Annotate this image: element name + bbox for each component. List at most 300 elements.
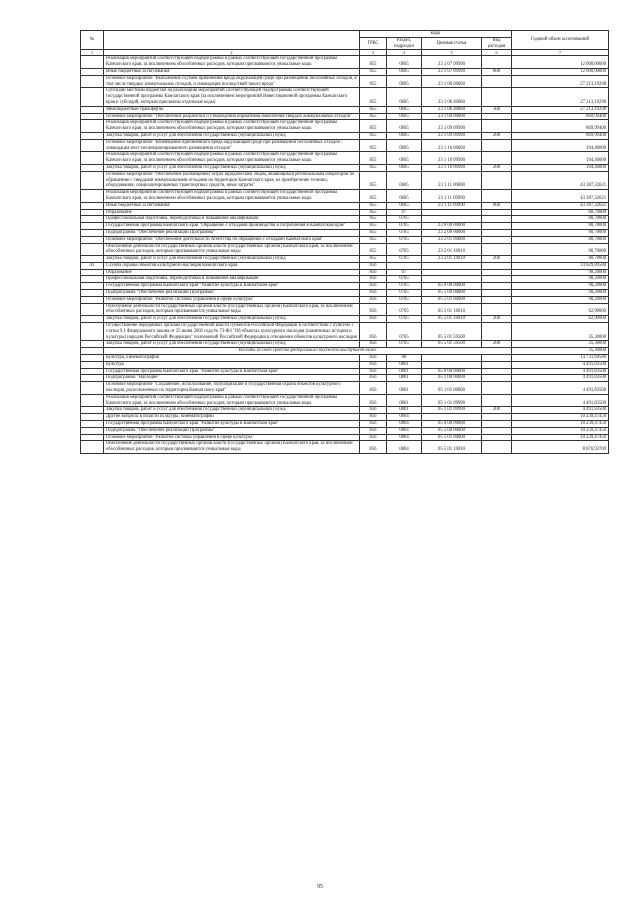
row-expense-type	[482, 171, 512, 189]
row-target-article: 05 0 00 00000	[422, 283, 482, 290]
row-expense-type: 200	[482, 256, 512, 263]
row-expense-type	[482, 427, 512, 434]
row-target-article: 23 1 11 09990	[422, 202, 482, 209]
row-razdel: 0605	[387, 120, 422, 133]
row-number	[81, 216, 104, 223]
row-grbs: 856	[360, 441, 387, 454]
row-razdel: 0605	[387, 202, 422, 209]
row-expense-type	[482, 394, 512, 407]
row-expense-type	[482, 421, 512, 428]
row-grbs: 856	[360, 427, 387, 434]
row-name: Образование	[104, 269, 360, 276]
row-name: Субсидии местным бюджетам на реализацию мероприятий соответствующей подпрограммы соответствующей государственной программы Камчатского края (за исключением мероприятий Инвестиционной программы Камчатского края и субсидий, которым присвоены отдельные коды)	[104, 88, 360, 106]
row-razdel: 0801	[387, 368, 422, 375]
row-razdel: 0605	[387, 68, 422, 75]
row-amount: 80,70000	[512, 209, 609, 216]
row-name: Закупка товаров, работ и услуг для обеспечения государственных (муниципальных) нужд	[104, 316, 360, 323]
row-grbs: 856	[360, 262, 387, 269]
row-amount: 194,40000	[512, 139, 609, 152]
colnum: 5	[422, 50, 482, 56]
row-amount: 80,70000	[512, 256, 609, 263]
row-razdel: 07	[387, 209, 422, 216]
table-row	[81, 296, 609, 303]
row-razdel	[387, 262, 422, 269]
row-target-article: 23 1 10 00000	[422, 139, 482, 152]
row-grbs: 855	[360, 106, 387, 113]
row-number	[81, 269, 104, 276]
row-expense-type: 500	[482, 106, 512, 113]
row-expense-type	[482, 434, 512, 441]
row-expense-type	[482, 120, 512, 133]
row-target-article: 23 1 10 09990	[422, 164, 482, 171]
row-number	[81, 190, 104, 203]
row-name: Подпрограмма "Обеспечение реализации Программы"	[104, 229, 360, 236]
row-number	[81, 283, 104, 290]
row-grbs: 855	[360, 75, 387, 88]
row-target-article: 23 1 06 40060	[422, 88, 482, 106]
row-name: Государственная программа Камчатского края "Развитие культуры в Камчатском крае"	[104, 368, 360, 375]
row-number	[81, 120, 104, 133]
row-expense-type	[482, 283, 512, 290]
row-name: Основное мероприятие "Выполнение случаев причинения вреда окружающей среде при размещении бесхозяйных отходов, в том числе твердых коммунальных отходов, и ликвидация последствий такого вреда"	[104, 75, 360, 88]
row-razdel: 0801	[387, 361, 422, 368]
row-number	[81, 106, 104, 113]
row-amount: 98,20000	[512, 296, 609, 303]
row-amount: 12 000,00000	[512, 56, 609, 69]
table-row	[81, 276, 609, 283]
row-razdel: 0705	[387, 236, 422, 243]
row-number	[81, 394, 104, 407]
table-row	[81, 394, 609, 407]
row-name: Закупка товаров, работ и услуг для обеспечения государственных (муниципальных) нужд	[104, 341, 360, 348]
row-amount: 80,70000	[512, 236, 609, 243]
table-row	[81, 190, 609, 203]
row-razdel: 0801	[387, 382, 422, 395]
row-expense-type	[482, 441, 512, 454]
row-grbs: 855	[360, 256, 387, 263]
colnum: 4	[387, 50, 422, 56]
row-number	[81, 382, 104, 395]
row-razdel: 08	[387, 355, 422, 362]
row-expense-type: 800	[482, 68, 512, 75]
row-name: Основное мероприятие "Обеспечение разработки и утверждения нормативов накопления твердых коммунальных отходов"	[104, 113, 360, 120]
row-expense-type	[482, 209, 512, 216]
row-target-article	[422, 414, 482, 421]
budget-table	[80, 30, 609, 454]
row-amount: 80,70000	[512, 223, 609, 230]
row-razdel: 0804	[387, 414, 422, 421]
row-number	[81, 88, 104, 106]
row-grbs: 856	[360, 296, 387, 303]
table-row	[81, 139, 609, 152]
row-amount: 80,70000	[512, 216, 609, 223]
table-row	[81, 361, 609, 368]
table-row	[81, 323, 609, 341]
row-number	[81, 56, 104, 69]
row-expense-type: 200	[482, 132, 512, 139]
row-amount: 27 213,19298	[512, 75, 609, 88]
row-expense-type	[482, 113, 512, 120]
row-razdel: 0705	[387, 216, 422, 223]
row-amount: 98,20000	[512, 290, 609, 297]
row-number	[81, 171, 104, 189]
row-number	[81, 375, 104, 382]
row-amount: 194,40000	[512, 152, 609, 165]
row-grbs: 856	[360, 355, 387, 362]
col-razdel-header: Раздел, подраздел	[387, 37, 422, 50]
table-row	[81, 368, 609, 375]
table-row	[81, 113, 609, 120]
row-target-article: 23 1 11 00000	[422, 171, 482, 189]
row-number	[81, 229, 104, 236]
row-name: Подпрограмма "Наследие"	[104, 375, 360, 382]
row-amount: 35,30000	[512, 341, 609, 348]
row-name: Подпрограмма "Обеспечение реализации Программы"	[104, 427, 360, 434]
row-expense-type	[482, 88, 512, 106]
row-grbs: 855	[360, 202, 387, 209]
row-target-article: 05 5 00 00000	[422, 427, 482, 434]
row-razdel: 0605	[387, 190, 422, 203]
table-row	[81, 236, 609, 243]
row-number	[81, 132, 104, 139]
table-row	[81, 56, 609, 69]
row-number	[81, 414, 104, 421]
row-target-article: 23 2 00 00000	[422, 229, 482, 236]
row-number	[81, 441, 104, 454]
row-grbs: 856	[360, 361, 387, 368]
row-amount: 27 213,19298	[512, 88, 609, 106]
federal-subhead	[81, 348, 609, 355]
row-target-article: 23 2 01 00000	[422, 236, 482, 243]
row-grbs: 855	[360, 216, 387, 223]
row-expense-type	[482, 361, 512, 368]
row-amount: 4 491,83500	[512, 394, 609, 407]
row-expense-type	[482, 190, 512, 203]
row-number	[81, 323, 104, 341]
row-amount: 80,70000	[512, 243, 609, 256]
row-razdel: 0605	[387, 164, 422, 171]
row-target-article: 23 0 00 00000	[422, 223, 482, 230]
row-name: Государственная программа Камчатского края "Обращение с отходами производства и потребления в Камчатском крае"	[104, 223, 360, 230]
row-target-article: 05 5 01 00000	[422, 296, 482, 303]
table-row	[81, 303, 609, 316]
row-number	[81, 368, 104, 375]
row-name: Закупка товаров, работ и услуг для обеспечения государственных (муниципальных) нужд	[104, 256, 360, 263]
row-number	[81, 68, 104, 75]
colnum: 7	[512, 50, 609, 56]
row-expense-type	[482, 290, 512, 297]
colnum: 6	[482, 50, 512, 56]
federal-subhead-label: Расходы за счет средств федерального бюджета выступают ниже	[104, 348, 512, 355]
row-number	[81, 296, 104, 303]
row-razdel: 0605	[387, 113, 422, 120]
federal-subhead-sum: 35,30000	[512, 348, 609, 355]
table-row	[81, 75, 609, 88]
row-number	[81, 361, 104, 368]
row-grbs: 855	[360, 209, 387, 216]
row-target-article: 05 5 01 59500	[422, 323, 482, 341]
row-razdel: 0801	[387, 407, 422, 414]
table-row	[81, 375, 609, 382]
row-expense-type	[482, 296, 512, 303]
row-target-article	[422, 355, 482, 362]
row-amount: 869,99400	[512, 132, 609, 139]
row-target-article	[422, 361, 482, 368]
row-name: Реализация мероприятий соответствующей подпрограммы в рамках соответствующей государственной программы Камчатского края, за исключением обособленных расходов, которым присваиваются уникальные коды	[104, 120, 360, 133]
row-name: Закупка товаров, работ и услуг для обеспечения государственных (муниципальных) нужд	[104, 164, 360, 171]
row-amount: 62,90000	[512, 303, 609, 316]
row-target-article: 23 1 09 09990	[422, 120, 482, 133]
row-target-article	[422, 209, 482, 216]
row-razdel: 07	[387, 269, 422, 276]
row-expense-type	[482, 355, 512, 362]
row-name: Основное мероприятие "Развитие системы управления в сфере культуры"	[104, 296, 360, 303]
row-grbs: 856	[360, 434, 387, 441]
table-row	[81, 256, 609, 263]
row-grbs: 855	[360, 132, 387, 139]
row-expense-type	[482, 262, 512, 269]
row-amount: 10 239,47450	[512, 427, 609, 434]
row-name: Обеспечение деятельности государственных органов власти (государственных органов) Камчатского края, за исключением обособленных расходов, которым присваиваются уникальные коды	[104, 441, 360, 454]
row-number	[81, 236, 104, 243]
row-razdel: 0705	[387, 290, 422, 297]
row-expense-type	[482, 236, 512, 243]
colnum: 1	[81, 50, 104, 56]
row-razdel: 0605	[387, 152, 422, 165]
row-amount: 869,99400	[512, 120, 609, 133]
row-target-article	[422, 216, 482, 223]
row-amount: 12 000,00000	[512, 68, 609, 75]
row-amount: 98,20000	[512, 283, 609, 290]
row-number	[81, 256, 104, 263]
row-number	[81, 303, 104, 316]
row-target-article: 23 2 01 10010	[422, 256, 482, 263]
table-row	[81, 355, 609, 362]
row-amount: 43 387,32621	[512, 171, 609, 189]
row-expense-type	[482, 368, 512, 375]
row-amount: 4 491,83500	[512, 361, 609, 368]
table-row	[81, 209, 609, 216]
table-row	[81, 421, 609, 428]
row-name: Реализация мероприятий соответствующей подпрограммы в рамках соответствующей государственной программы Камчатского края, за исключением обособленных расходов, которым присваиваются уникальные коды	[104, 394, 360, 407]
row-grbs: 855	[360, 243, 387, 256]
row-target-article: 05 5 01 00000	[422, 434, 482, 441]
table-row	[81, 382, 609, 395]
row-grbs: 856	[360, 421, 387, 428]
table-row	[81, 407, 609, 414]
row-grbs: 856	[360, 316, 387, 323]
table-row	[81, 132, 609, 139]
colnum: 2	[104, 50, 360, 56]
row-amount: 27 213,19298	[512, 106, 609, 113]
row-grbs: 856	[360, 303, 387, 316]
row-name: Закупка товаров, работ и услуг для обеспечения государственных (муниципальных) нужд	[104, 132, 360, 139]
row-target-article: 05 5 01 10010	[422, 303, 482, 316]
row-name: Иные бюджетные ассигнования	[104, 202, 360, 209]
row-expense-type	[482, 276, 512, 283]
row-amount: 4 491,83500	[512, 382, 609, 395]
row-razdel: 0605	[387, 171, 422, 189]
row-name: Основное мероприятие "Сохранение, использование, популяризация и государственная охрана объектов культурного наследия, расположенных на территории Камчатского края"	[104, 382, 360, 395]
row-razdel: 0705	[387, 341, 422, 348]
row-number	[81, 152, 104, 165]
row-name: Образование	[104, 209, 360, 216]
row-grbs: 856	[360, 323, 387, 341]
row-target-article	[422, 276, 482, 283]
row-target-article: 05 1 00 00000	[422, 375, 482, 382]
table-row	[81, 216, 609, 223]
row-razdel: 0705	[387, 316, 422, 323]
row-number	[81, 290, 104, 297]
row-number	[81, 434, 104, 441]
row-name: Служба охраны объектов культурного наследия Камчатского края	[104, 262, 360, 269]
row-name: Основное мероприятие "Обеспечение (возмещение) затрат юридическим лицам, являющимся региональным оператором по обращению с твердыми коммунальными отходами на территории Камчатского края, на приобретение техники, оборудования, специализированных транспортных средств, иные затраты"	[104, 171, 360, 189]
row-name: Основное мероприятие "Обеспечение деятельности Агентства по обращению с отходами Камчатского края"	[104, 236, 360, 243]
row-name: Межбюджетные трансферты	[104, 106, 360, 113]
row-target-article: 05 0 00 00000	[422, 421, 482, 428]
row-target-article: 23 1 11 09990	[422, 190, 482, 203]
row-razdel: 0804	[387, 427, 422, 434]
row-number	[81, 316, 104, 323]
row-number	[81, 139, 104, 152]
row-target-article: 05 1 01 00000	[422, 382, 482, 395]
table-header	[81, 31, 609, 56]
row-grbs: 856	[360, 290, 387, 297]
row-grbs: 855	[360, 223, 387, 230]
row-grbs: 856	[360, 269, 387, 276]
row-target-article: 23 1 06 40060	[422, 106, 482, 113]
row-target-article: 05 5 01 10010	[422, 316, 482, 323]
row-expense-type	[482, 414, 512, 421]
row-grbs: 855	[360, 68, 387, 75]
row-expense-type	[482, 223, 512, 230]
table-row	[81, 106, 609, 113]
row-razdel: 0605	[387, 75, 422, 88]
row-grbs: 856	[360, 341, 387, 348]
row-target-article: 23 1 06 00000	[422, 75, 482, 88]
row-name: Другие вопросы в области культуры, кинематографии	[104, 414, 360, 421]
row-target-article: 23 2 01 10010	[422, 243, 482, 256]
row-expense-type	[482, 216, 512, 223]
row-name: Обеспечение деятельности государственных органов власти (государственных органов) Камчатского края, за исключением обособленных расходов, которым присваиваются уникальные коды	[104, 243, 360, 256]
row-number	[81, 407, 104, 414]
row-name: Культура, кинематография	[104, 355, 360, 362]
row-target-article: 05 5 01 59500	[422, 341, 482, 348]
row-grbs: 856	[360, 283, 387, 290]
col-grbs-header: ГРБС	[360, 37, 387, 50]
row-grbs: 856	[360, 368, 387, 375]
row-grbs: 855	[360, 56, 387, 69]
row-target-article: 05 1 01 09990	[422, 394, 482, 407]
row-number	[81, 341, 104, 348]
row-razdel: 0804	[387, 434, 422, 441]
row-grbs: 856	[360, 394, 387, 407]
row-razdel: 0804	[387, 421, 422, 428]
row-razdel: 0705	[387, 229, 422, 236]
row-razdel: 0705	[387, 283, 422, 290]
budget-sheet	[80, 30, 608, 454]
col-name-header	[104, 31, 360, 50]
row-amount: 869,99400	[512, 113, 609, 120]
row-amount: 98,20000	[512, 269, 609, 276]
row-number	[81, 202, 104, 209]
table-row	[81, 202, 609, 209]
row-razdel: 0705	[387, 243, 422, 256]
row-target-article: 05 5 01 10010	[422, 441, 482, 454]
row-expense-type	[482, 375, 512, 382]
row-name: Реализация мероприятий соответствующей подпрограммы в рамках соответствующей государственной программы Камчатского края, за исключением обособленных расходов, которым присваиваются уникальные коды	[104, 190, 360, 203]
row-number	[81, 276, 104, 283]
row-name: Подпрограмма "Обеспечение реализации Программы"	[104, 290, 360, 297]
row-razdel: 0705	[387, 276, 422, 283]
table-row	[81, 434, 609, 441]
row-amount: 8 876,93769	[512, 441, 609, 454]
table-row	[81, 88, 609, 106]
row-expense-type: 200	[482, 164, 512, 171]
row-number	[81, 243, 104, 256]
table-row	[81, 283, 609, 290]
table-body-part-1	[81, 56, 609, 348]
row-razdel: 0705	[387, 296, 422, 303]
table-row	[81, 269, 609, 276]
row-amount: 43 387,32621	[512, 190, 609, 203]
page-number: 95	[317, 884, 323, 890]
row-name: Обеспечение деятельности государственных органов власти (государственных органов) Камчатского края, за исключением обособленных расходов, которым присваиваются уникальные коды	[104, 303, 360, 316]
row-expense-type	[482, 243, 512, 256]
row-name: Профессиональная подготовка, переподготовка и повышение квалификации	[104, 216, 360, 223]
row-name: Культура	[104, 361, 360, 368]
col-num-header: №	[81, 31, 104, 50]
row-grbs: 855	[360, 113, 387, 120]
table-row	[81, 262, 609, 269]
row-expense-type: 200	[482, 341, 512, 348]
row-amount: 62,90000	[512, 316, 609, 323]
table-row	[81, 341, 609, 348]
table-row	[81, 427, 609, 434]
row-target-article	[422, 269, 482, 276]
row-target-article: 23 1 09 09990	[422, 132, 482, 139]
row-amount: 10 239,47450	[512, 434, 609, 441]
row-grbs: 855	[360, 120, 387, 133]
row-razdel: 0705	[387, 303, 422, 316]
row-name: Реализация мероприятий соответствующей подпрограммы в рамках соответствующей государственной программы Камчатского края, за исключением обособленных расходов, которым присваиваются уникальные коды	[104, 152, 360, 165]
row-amount: 4 491,83500	[512, 368, 609, 375]
row-target-article	[422, 262, 482, 269]
row-razdel: 0801	[387, 375, 422, 382]
row-expense-type	[482, 323, 512, 341]
row-grbs: 856	[360, 414, 387, 421]
row-number: 41	[81, 262, 104, 269]
row-target-article: 23 1 10 09990	[422, 152, 482, 165]
row-grbs: 856	[360, 375, 387, 382]
row-name: Осуществление переданных органам государственной власти субъектов Российской Федерации в соответствии с пунктом 1 статьи 9.1 Федерального закона от 25 июня 2002 года № 73-ФЗ "Об объектах культурного наследия (памятниках истории и культуры) народов Российской Федерации" полномочий Российской Федерации в отношении объектов культурного наследия	[104, 323, 360, 341]
table-row	[81, 120, 609, 133]
table-row	[81, 223, 609, 230]
row-razdel: 0605	[387, 139, 422, 152]
col-vr-header: Вид расходов	[482, 37, 512, 50]
row-expense-type	[482, 382, 512, 395]
table-row	[81, 441, 609, 454]
row-number	[81, 355, 104, 362]
row-grbs: 855	[360, 236, 387, 243]
federal-subhead-row	[81, 348, 609, 355]
row-number	[81, 164, 104, 171]
row-expense-type	[482, 56, 512, 69]
row-amount: 80,70000	[512, 229, 609, 236]
row-number	[81, 209, 104, 216]
row-expense-type: 200	[482, 316, 512, 323]
row-razdel: 0705	[387, 256, 422, 263]
